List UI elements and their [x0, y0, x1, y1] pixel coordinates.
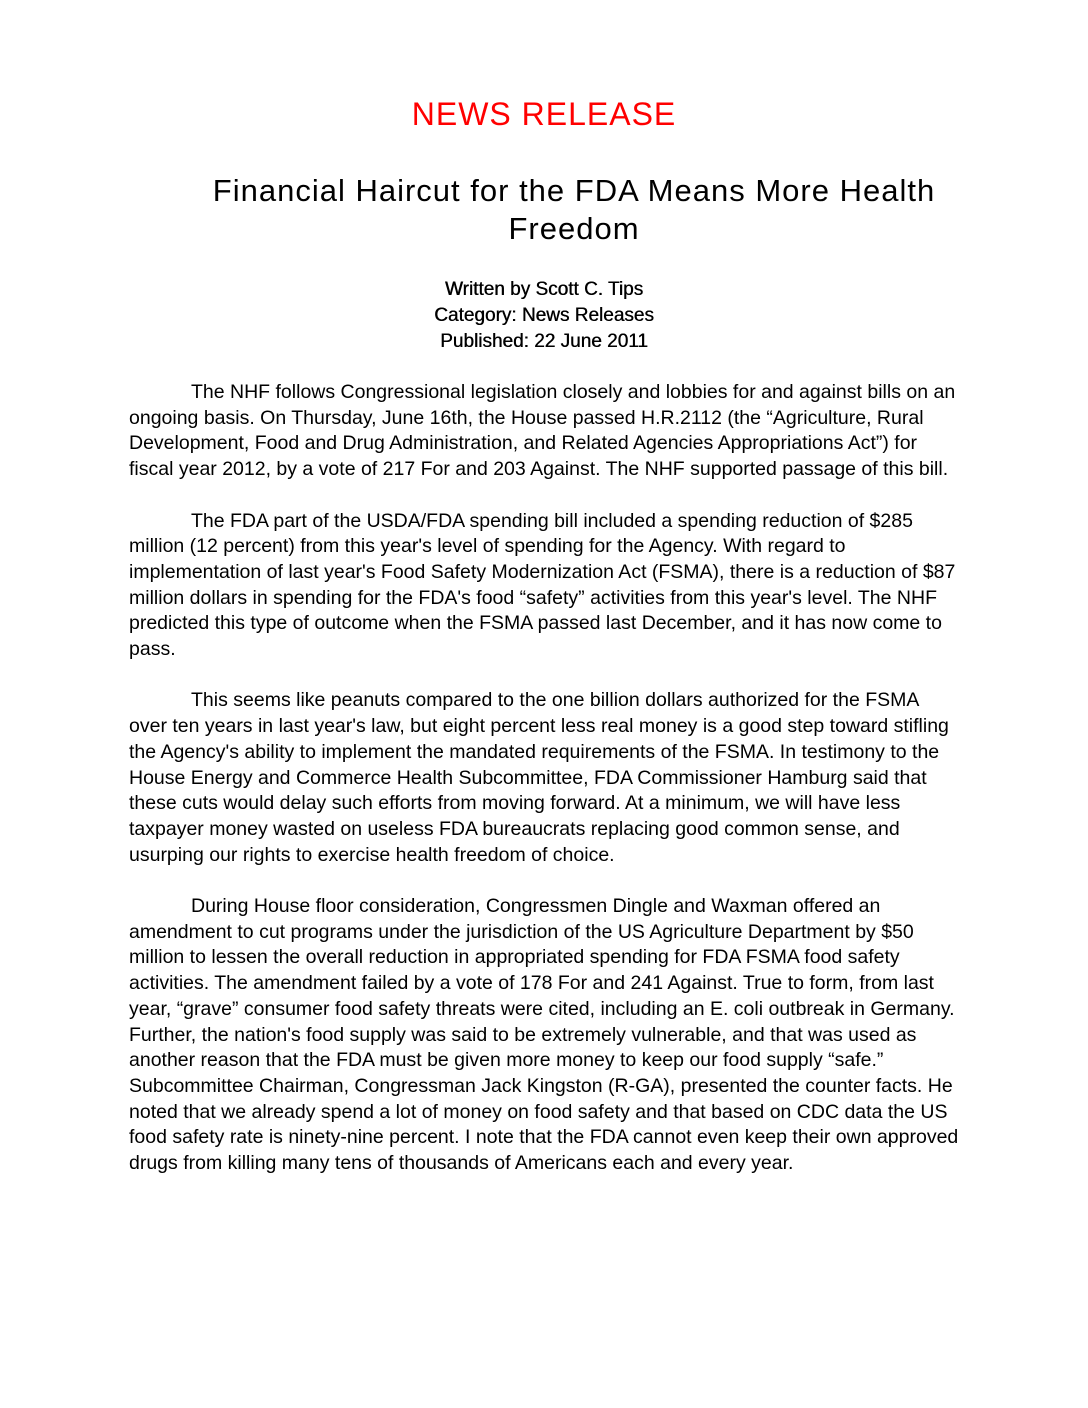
paragraph: The FDA part of the USDA/FDA spending bill included a spending reduction of $285 million (12 percent) from this year's level of spending for the Agency. With regard to implementation of last year's Food Safety Modernization Act (FSMA), there is a reduction of $87 million dollars in spending for the FDA's food “safety” activities from this year's level. The NHF predicted this type of outcome when the FSMA passed last December, and it has now come to pass.: [129, 509, 956, 661]
article-title: Financial Haircut for the FDA Means More Health Freedom: [212, 173, 936, 246]
article-meta: [0, 277, 1088, 355]
paragraph: During House floor consideration, Congressmen Dingle and Waxman offered an amendment to cut programs under the jurisdiction of the US Agriculture Department by $50 million to lessen the overall reduction in appropriated spending for FDA FSMA food safety activities. The amendment failed by a vote of 178 For and 241 Against. True to form, from last year, “grave” consumer food safety threats were cited, including an E. coli outbreak in Germany. Further, the nation's food supply was said to be extremely vulnerable, and that was used as another reason that the FDA must be given more money to keep our food supply “safe.” Subcommittee Chairman, Congressman Jack Kingston (R-GA), presented the counter facts. He noted that we already spend a lot of money on food safety and that based on CDC data the US food safety rate is ninety-nine percent. I note that the FDA cannot even keep their own approved drugs from killing many tens of thousands of Americans each and every year.: [129, 895, 959, 1175]
byline: Written by Scott C. Tips: [444, 279, 644, 300]
category: Category: News Releases: [434, 305, 654, 326]
news-release-label: NEWS RELEASE: [411, 96, 677, 132]
article-body: [129, 380, 959, 1202]
paragraph: This seems like peanuts compared to the one billion dollars authorized for the FSMA over ten years in last year's law, but eight percent less real money is a good step toward stifling the Agency's ability to implement the mandated requirements of the FSMA. In testimony to the House Energy and Commerce Health Subcommittee, FDA Commissioner Hamburg said that these cuts would delay such efforts from moving forward. At a minimum, we will have less taxpayer money wasted on useless FDA bureaucrats replacing good common sense, and usurping our rights to exercise health freedom of choice.: [129, 689, 949, 866]
paragraph: The NHF follows Congressional legislation closely and lobbies for and against bills on an ongoing basis. On Thursday, June 16th, the House passed H.R.2112 (the “Agriculture, Rural Development, Food and Drug Administration, and Related Agencies Appropriations Act”) for fiscal year 2012, by a vote of 217 For and 203 Against. The NHF supported passage of this bill.: [129, 381, 956, 481]
published-date: Published: 22 June 2011: [440, 331, 648, 352]
